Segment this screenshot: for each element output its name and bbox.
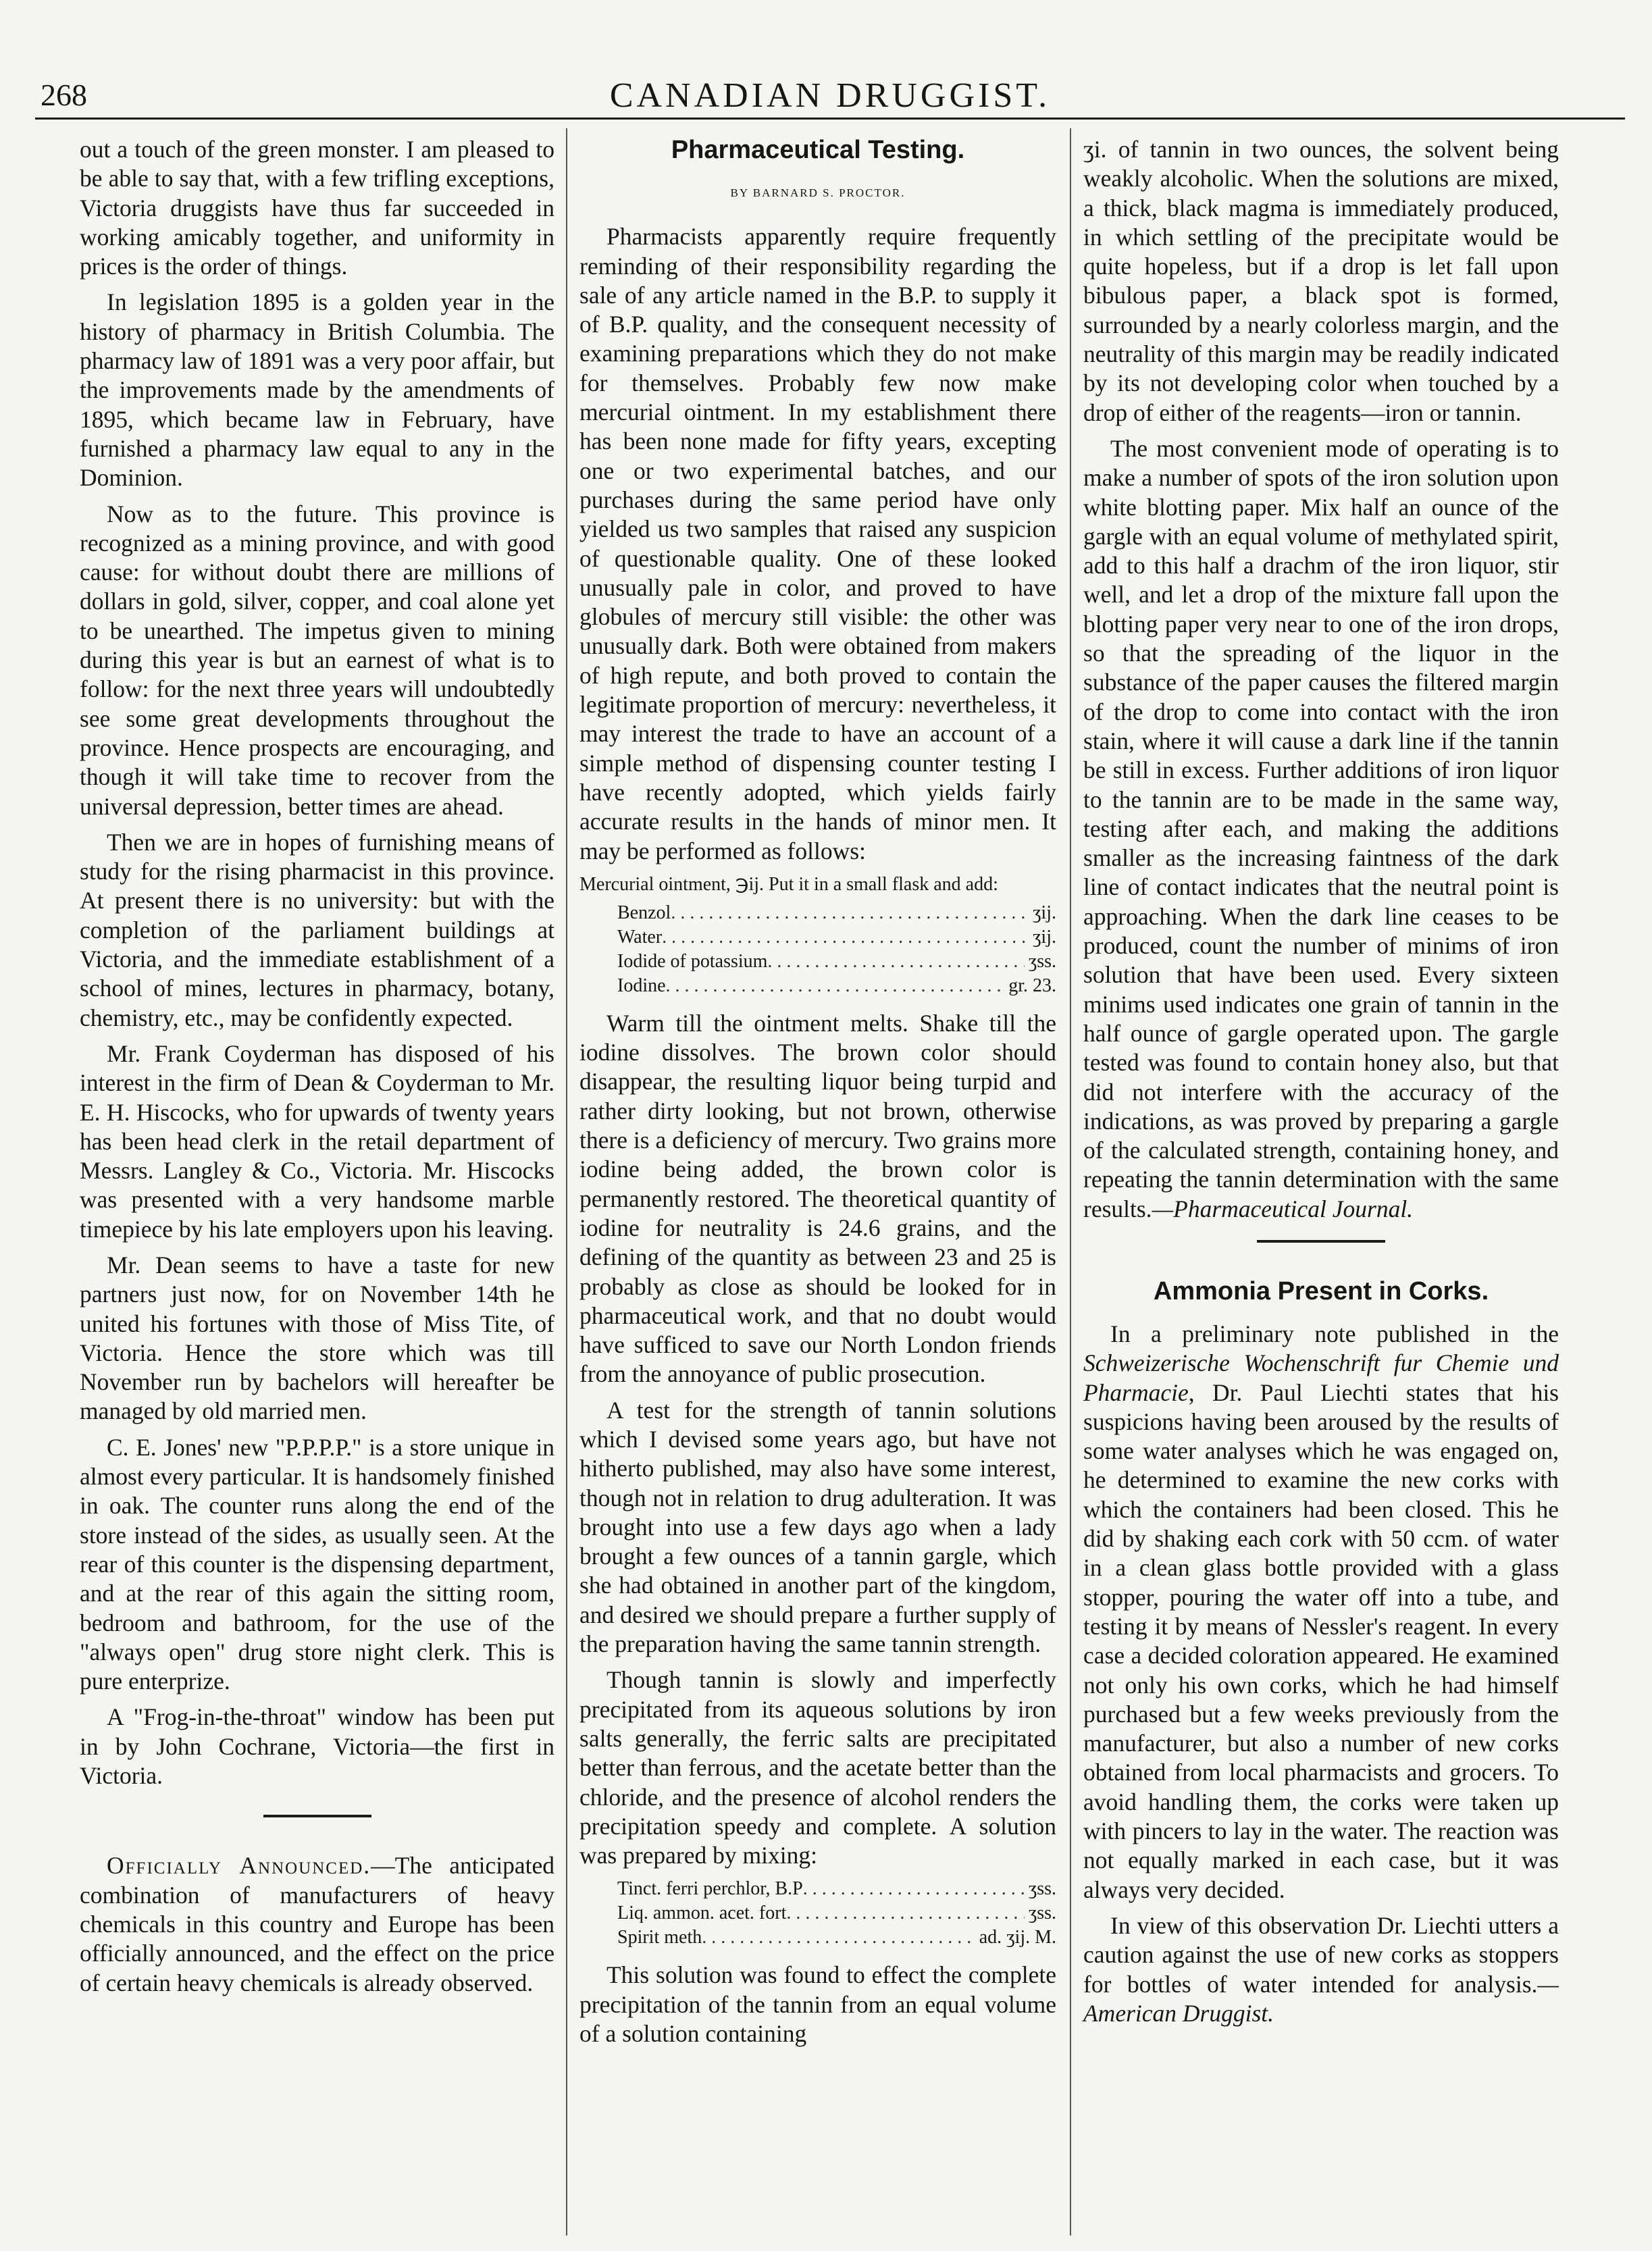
publication-name: Schweizerische Wochenschrift fur Chemie und Pharmacie <box>1083 1349 1559 1406</box>
paragraph: Mr. Frank Coyderman has disposed of his interest in the firm of Dean & Coyderman to Mr. E. H. Hiscocks, who for upwards of twenty years has been head clerk in the retail department of Messrs. Langley & Co., Victoria. Mr. Hiscocks was presented with a very handsome marble timepiece by his late employers upon his leaving. <box>80 1039 554 1243</box>
paragraph: A "Frog-in-the-throat" window has been put in by John Cochrane, Victoria—the first in Victoria. <box>80 1703 554 1790</box>
formula-item: Water . . . ʒij. <box>579 925 1056 950</box>
paragraph: ʒi. of tannin in two ounces, the solvent being weakly alcoholic. When the solutions are mixed, a thick, black magma is immediately produced, in which settling of the precipitate would be quite hopeless, but if a drop is let fall upon bibulous paper, a black spot is formed, surrounded by a nearly colorless margin, and the neutrality of this margin may be readily indicated by its not developing color when touched by a drop of either of the reagents—iron or tannin. <box>1083 136 1559 426</box>
paragraph: In legislation 1895 is a golden year in the history of pharmacy in British Columbia. The pharmacy law of 1891 was a very poor affair, but the improvements made by the amendments of 1895, which became law in February, have furnished a pharmacy law equal to any in the Dominion. <box>80 288 554 492</box>
paragraph: Warm till the ointment melts. Shake till the iodine dissolves. The brown color should disappear, the resulting liquor being turpid and rather dirty looking, but not brown, otherwise there is a deficiency of mercury. Two grains more iodine being added, the brown color is permanently restored. The theoretical quantity of iodine for neutrality is 24.6 grains, and the defining of the quantity as between 23 and 25 is probably as close as should be looked for in pharmaceutical work, and that no doubt would have sufficed to save our North London friends from the annoyance of public prosecution. <box>579 1009 1056 1388</box>
page-header <box>35 73 1625 120</box>
journal-title: CANADIAN DRUGGIST. <box>609 76 1051 115</box>
paragraph: Pharmacists apparently require frequently reminding of their responsibility regarding the sale of any article named in the B.P. to supply it of B.P. quality, and the consequent necessity of examining preparations which they do not make for themselves. Probably few now make mercurial ointment. In my establishment there has been none made for fifty years, excepting one or two experimental batches, and our purchases during the same period have only yielded us two samples that raised any suspicion of questionable quality. One of these looked unusually pale in color, and proved to have globules of mercury still visible: the other was unusually dark. Both were obtained from makers of high repute, and both proved to contain the legitimate proportion of mercury: nevertheless, it may interest the trade to have an account of a simple method of dispensing counter testing I have recently adopted, which yields fairly accurate results in the hands of minor men. It may be performed as follows: <box>579 223 1056 864</box>
right-column <box>1083 135 1559 2035</box>
paragraph: In a preliminary note published in the Schweizerische Wochenschrift fur Chemie und Pharmacie, Dr. Paul Liechti states that his suspicions having been aroused by the results of some water analyses which he was engaged on, he determined to examine the new corks with which the containers had been closed. This he did by shaking each cork with 50 ccm. of water in a clean glass bottle provided with a glass stopper, pouring the water off into a tube, and testing it by means of Nessler's reagent. In every case a decided coloration appeared. He examined not only his own corks, which he had himself purchased but a few weeks previously from the manufacturer, but also a number of new corks obtained from local pharmacists and grocers. To avoid handling them, the corks were taken up with pincers to lay in the water. The reaction was not equally marked in each case, but it was always very decided. <box>1083 1320 1559 1903</box>
formula-item: Tinct. ferri perchlor, B.P . . . ʒss. <box>579 1877 1056 1901</box>
paragraph: Mr. Dean seems to have a taste for new partners just now, for on November 14th he united his fortunes with those of Miss Tite, of Victoria. Hence the store which was till November run by bachelors will hereafter be managed by old married men. <box>80 1251 554 1425</box>
paragraph: C. E. Jones' new "P.P.P.P." is a store unique in almost every particular. It is handsomely finished in oak. The counter runs along the end of the store instead of the sides, as usually seen. At the rear of this counter is the dispensing department, and at the rear of this again the sitting room, bedroom and bathroom, for the use of the "always open" drug store night clerk. This is pure enterprize. <box>80 1433 554 1695</box>
paragraph: In view of this observation Dr. Liechti utters a caution against the use of new corks as stoppers for bottles of water intended for analysis.—American Druggist. <box>1083 1911 1559 2027</box>
paragraph: Officially Announced.—The anticipated combination of manufacturers of heavy chemicals in this country and Europe has been officially announced, and the effect on the price of certain heavy chemicals is already observed. <box>80 1852 554 1996</box>
run-in-heading: Officially Announced. <box>107 1852 371 1880</box>
formula-item: Benzol . . . ʒij. <box>579 901 1056 925</box>
column-divider-right <box>1070 128 1071 2235</box>
formula-list <box>579 873 1056 998</box>
section-separator <box>1257 1240 1385 1243</box>
page-number: 268 <box>41 78 87 112</box>
paragraph: Though tannin is slowly and imperfectly precipitated from its aqueous solutions by iron salts generally, the ferric salts are precipitated better than ferrous, and the acetate better than the chloride, and the presence of alcohol renders the precipitation speedy and complete. A solution was prepared by mixing: <box>579 1666 1056 1869</box>
formula-item: Iodine . . . gr. 23. <box>579 974 1056 998</box>
middle-column <box>579 135 1056 2055</box>
column-divider-left <box>566 128 567 2235</box>
left-column <box>80 135 554 2004</box>
article-title: Ammonia Present in Corks. <box>1153 1276 1489 1305</box>
paragraph: A test for the strength of tannin solutions which I devised some years ago, but have not hitherto published, may also have some interest, though not in relation to drug adulteration. It was brought into use a few days ago when a lady brought a few ounces of a tannin gargle, which she had obtained in another part of the kingdom, and desired we should prepare a further supply of the preparation having the same tannin strength. <box>579 1396 1056 1658</box>
paragraph: Then we are in hopes of furnishing means of study for the rising pharmacist in this province. At present there is no university: but with the completion of the parliament buildings at Victoria, and the immediate establishment of a school of mines, lectures in pharmacy, botany, chemistry, etc., may be confidently expected. <box>80 828 554 1031</box>
paragraph: The most convenient mode of operating is to make a number of spots of the iron solution upon white blotting paper. Mix half an ounce of the gargle with an equal volume of methylated spirit, add to this half a drachm of the iron liquor, stir well, and let a drop of the mixture fall upon the blotting paper very near to one of the iron drops, so that the spreading of the liquor in the substance of the paper causes the filtered margin of the drop to come into contact with the iron stain, where it will cause a dark line if the tannin be still in excess. Further additions of iron liquor to the tannin are to be made in the same way, testing after each, and making the additions smaller as the increasing faintness of the dark line of contact indicates that the neutral point is approaching. When the dark line ceases to be produced, count the number of minims of iron solution that have been used. Every sixteen minims used indicates one grain of tannin in the half ounce of gargle operated upon. The gargle tested was found to contain honey also, but that did not interfere with the accuracy of the indications, as was proved by preparing a gargle of the calculated strength, containing honey, and repeating the tannin determination with the same results.—Pharmaceutical Journal. <box>1083 434 1559 1222</box>
section-separator <box>263 1815 371 1817</box>
article-title: Pharmaceutical Testing. <box>671 136 965 164</box>
formula-item: Spirit meth . . . ad. ʒij. M. <box>579 1925 1056 1950</box>
paragraph: Now as to the future. This province is recognized as a mining province, and with good cause: for without doubt there are millions of dollars in gold, silver, copper, and coal alone yet to be unearthed. The impetus given to mining during this year is but an earnest of what is to follow: for the next three years will undoubtedly see some great developments throughout the province. Hence prospects are encouraging, and though it will take time to recover from the universal depression, better times are ahead. <box>80 500 554 820</box>
byline: BY BARNARD S. PROCTOR. <box>730 186 906 199</box>
formula-intro: Mercurial ointment, ℈ij. Put it in a small flask and add: <box>579 873 998 895</box>
formula-item: Liq. ammon. acet. fort . . . ʒss. <box>579 1901 1056 1925</box>
source-citation: —American Druggist. <box>1083 1970 1559 2027</box>
formula-list <box>579 1877 1056 1950</box>
formula-item: Iodide of potassium . . . ʒss. <box>579 950 1056 974</box>
paragraph: This solution was found to effect the complete precipitation of the tannin from an equal volume of a solution containing <box>579 1961 1056 2048</box>
source-citation: —Pharmaceutical Journal. <box>1152 1195 1414 1222</box>
paragraph: out a touch of the green monster. I am pleased to be able to say that, with a few trifling exceptions, Victoria druggists have thus far succeeded in working amicably together, and uniformity in prices is the order of things. <box>80 136 554 280</box>
